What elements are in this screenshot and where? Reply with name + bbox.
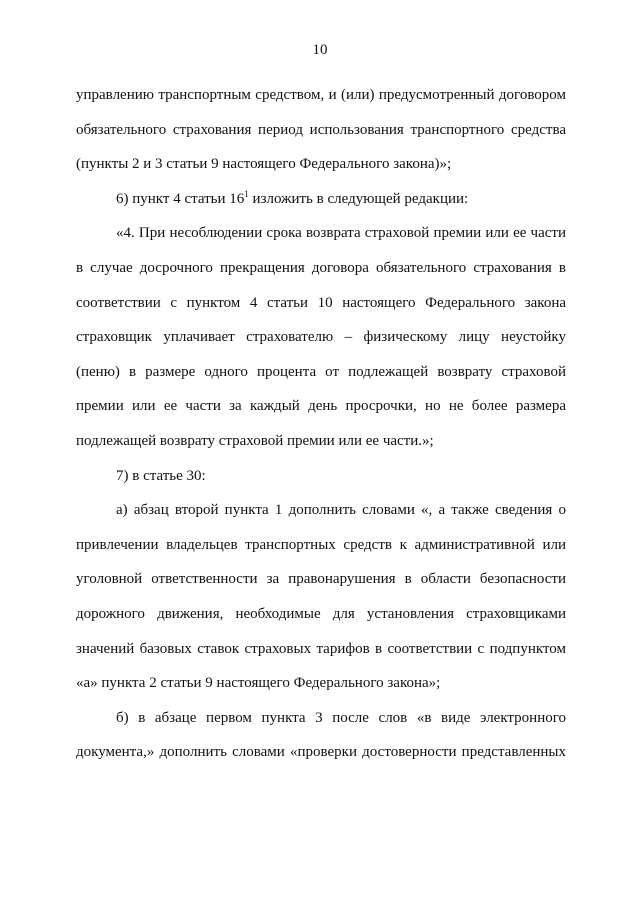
paragraph-quote-4: «4. При несоблюдении срока возврата страховой премии или ее части в случае досрочного прекращения договора обязательного страхования в соответствии с пунктом 4 статьи 10 настоящего Федерального закона страховщик уплачивает страхователю – физическому лицу неустойку (пеню) в размере одного процента от подлежащей возврату страховой премии или ее части за каждый день просрочки, но не более размера подлежащей возврату страховой премии или ее части.»;: [76, 225, 566, 449]
paragraph-item-6-text: 6) пункт 4 статьи 16: [116, 190, 245, 207]
page-number: 10: [312, 42, 328, 58]
paragraph-item-6-text-after: изложить в следующей редакции:: [248, 190, 469, 207]
superscript: 1: [244, 188, 249, 199]
document-body: [76, 78, 566, 770]
paragraph-subitem-b: б) в абзаце первом пункта 3 после слов «в виде электронного документа,» дополнить словами «проверки достоверности представленных: [76, 709, 566, 761]
paragraph-item-6: [76, 182, 566, 217]
paragraph-continuation: управлению транспортным средством, и (или) предусмотренный договором обязательного страхования период использования транспортного средства (пункты 2 и 3 статьи 9 настоящего Федерального закона)»;: [76, 87, 566, 173]
paragraph-subitem-a: а) абзац второй пункта 1 дополнить словами «, а также сведения о привлечении владельцев транспортных средств к административной или уголовной ответственности за правонарушения в области безопасности дорожного движения, необходимые для установления страховщиками значений базовых ставок страховых тарифов в соответствии с подпунктом «а» пункта 2 статьи 9 настоящего Федерального закона»;: [76, 502, 566, 692]
paragraph-item-7: 7) в статье 30:: [116, 467, 206, 484]
